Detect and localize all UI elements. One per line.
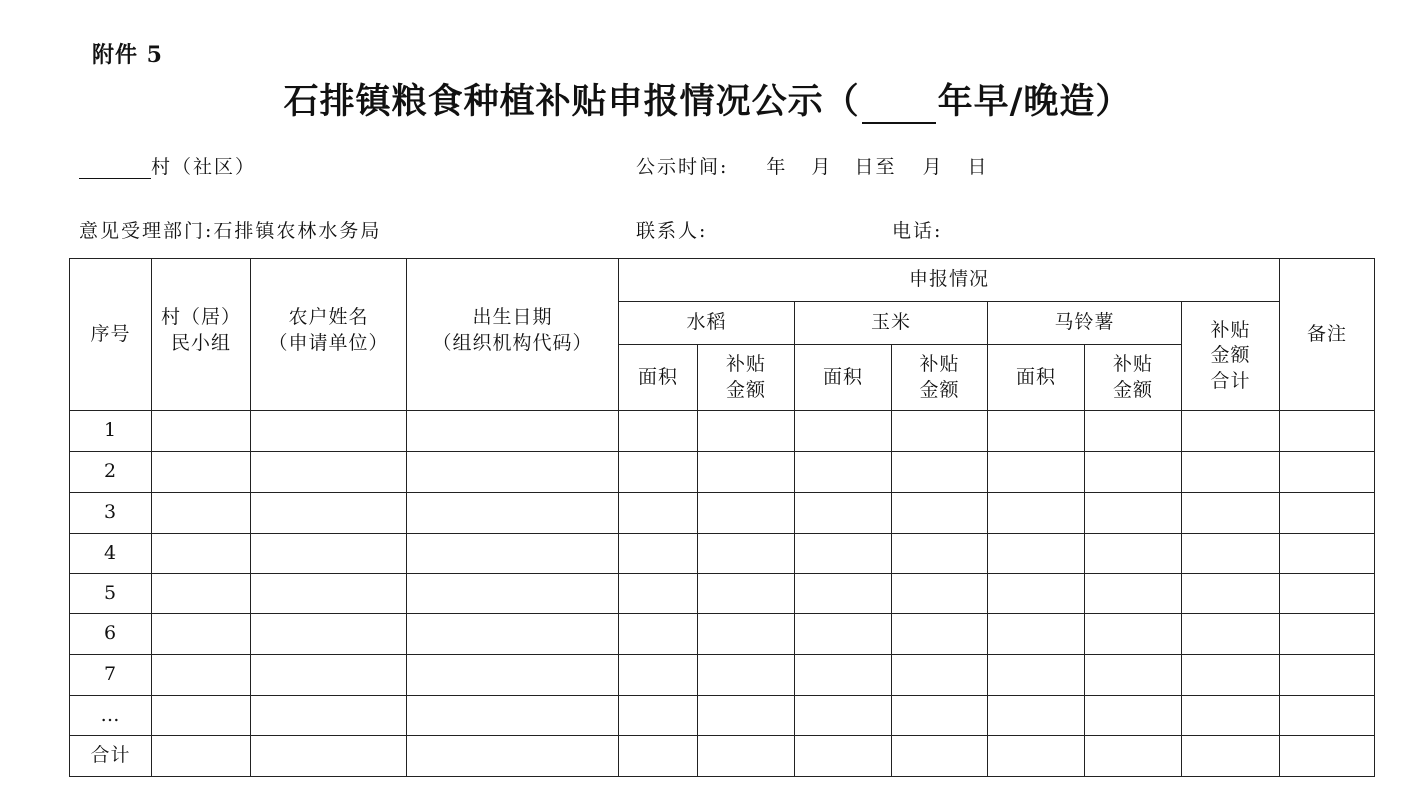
table-row	[70, 655, 1375, 696]
table-cell[interactable]	[251, 534, 407, 574]
subsidy-table	[69, 258, 1375, 777]
table-row	[70, 452, 1375, 493]
table-cell[interactable]	[698, 493, 795, 534]
phone-label: 电话:	[892, 220, 943, 242]
table-cell[interactable]	[698, 574, 795, 614]
table-cell[interactable]	[1280, 655, 1375, 696]
header-corn-subsidy: 补贴 金额	[892, 345, 988, 411]
table-cell[interactable]	[1085, 411, 1182, 452]
attachment-label: 附件 5	[92, 42, 163, 68]
table-cell[interactable]	[152, 696, 251, 736]
table-cell[interactable]	[988, 411, 1085, 452]
header-rice-subsidy: 补贴 金额	[698, 345, 795, 411]
table-cell[interactable]	[1182, 452, 1280, 493]
table-cell[interactable]	[1280, 411, 1375, 452]
table-cell[interactable]	[892, 534, 988, 574]
table-cell[interactable]	[988, 452, 1085, 493]
title-suffix: 年早/晚造）	[937, 81, 1132, 122]
table-row	[70, 411, 1375, 452]
table-cell[interactable]	[407, 411, 619, 452]
table-cell[interactable]	[892, 574, 988, 614]
table-cell[interactable]	[795, 534, 892, 574]
table-cell[interactable]	[988, 655, 1085, 696]
table-cell[interactable]	[251, 574, 407, 614]
table-cell[interactable]	[1280, 736, 1375, 777]
header-farmer-name: 农户姓名 （申请单位）	[251, 259, 407, 411]
table-cell[interactable]	[251, 655, 407, 696]
table-cell[interactable]	[1085, 736, 1182, 777]
table-cell[interactable]	[152, 534, 251, 574]
table-cell[interactable]	[407, 534, 619, 574]
table-cell[interactable]	[892, 411, 988, 452]
table-cell[interactable]	[698, 736, 795, 777]
table-cell[interactable]	[619, 493, 698, 534]
row-seq: 3	[70, 493, 152, 534]
dept-line	[79, 216, 381, 243]
header-potato-area: 面积	[988, 345, 1085, 411]
table-cell[interactable]	[152, 614, 251, 655]
table-cell[interactable]	[1280, 493, 1375, 534]
row-seq: 2	[70, 452, 152, 493]
table-cell[interactable]	[407, 452, 619, 493]
table-cell[interactable]	[698, 411, 795, 452]
table-cell[interactable]	[1182, 614, 1280, 655]
publish-day2: 日	[967, 156, 989, 178]
table-cell[interactable]	[892, 736, 988, 777]
row-seq: 5	[70, 574, 152, 614]
table-cell[interactable]	[1280, 452, 1375, 493]
table-cell[interactable]	[795, 655, 892, 696]
table-cell[interactable]	[988, 534, 1085, 574]
header-potato: 马铃薯	[988, 302, 1182, 345]
row-seq: 4	[70, 534, 152, 574]
table-cell[interactable]	[795, 574, 892, 614]
village-blank	[79, 158, 151, 179]
table-cell[interactable]	[1182, 493, 1280, 534]
contact-line	[636, 216, 707, 243]
table-cell[interactable]	[1085, 493, 1182, 534]
table-cell[interactable]	[251, 696, 407, 736]
row-seq: …	[70, 696, 152, 736]
table-cell[interactable]	[152, 411, 251, 452]
table-cell[interactable]	[407, 696, 619, 736]
header-seq: 序号	[70, 259, 152, 411]
table-cell[interactable]	[1182, 411, 1280, 452]
publish-time	[636, 152, 988, 179]
table-cell[interactable]	[251, 452, 407, 493]
table-row	[70, 574, 1375, 614]
table-cell[interactable]	[407, 614, 619, 655]
table-cell[interactable]	[1085, 534, 1182, 574]
table-cell[interactable]	[698, 452, 795, 493]
publish-month: 月	[811, 156, 833, 178]
table-cell[interactable]	[407, 574, 619, 614]
table-cell[interactable]	[795, 614, 892, 655]
table-cell[interactable]	[152, 452, 251, 493]
header-subsidy-total: 补贴 金额 合计	[1182, 302, 1280, 411]
table-cell[interactable]	[152, 574, 251, 614]
row-seq: 6	[70, 614, 152, 655]
table-cell[interactable]	[698, 696, 795, 736]
table-cell[interactable]	[619, 696, 698, 736]
title-prefix: 石排镇粮食种植补贴申报情况公示（	[283, 81, 860, 122]
table-cell[interactable]	[407, 493, 619, 534]
year-blank	[862, 92, 936, 124]
table-cell[interactable]	[698, 614, 795, 655]
publish-label: 公示时间:	[636, 156, 729, 178]
header-rice: 水稻	[619, 302, 795, 345]
table-cell[interactable]	[251, 736, 407, 777]
table-cell[interactable]	[698, 534, 795, 574]
table-cell[interactable]	[892, 655, 988, 696]
table-cell[interactable]	[407, 655, 619, 696]
table-row	[70, 614, 1375, 655]
table-cell[interactable]	[1182, 736, 1280, 777]
table-cell[interactable]	[795, 736, 892, 777]
table-cell[interactable]	[988, 574, 1085, 614]
header-remark: 备注	[1280, 259, 1375, 411]
table-cell[interactable]	[251, 493, 407, 534]
table-cell[interactable]	[251, 411, 407, 452]
table-cell[interactable]	[1182, 574, 1280, 614]
village-suffix: 村（社区）	[151, 156, 257, 178]
table-cell[interactable]	[152, 493, 251, 534]
table-cell[interactable]	[251, 614, 407, 655]
table-cell[interactable]	[1182, 655, 1280, 696]
contact-label: 联系人:	[636, 220, 708, 242]
dept-label: 意见受理部门:	[79, 220, 214, 242]
table-cell[interactable]	[152, 736, 251, 777]
table-cell[interactable]	[1280, 614, 1375, 655]
table-body	[70, 411, 1375, 777]
table-row	[70, 534, 1375, 574]
table-cell[interactable]	[795, 452, 892, 493]
header-corn-area: 面积	[795, 345, 892, 411]
table-cell[interactable]	[619, 574, 698, 614]
page-title	[0, 74, 1415, 124]
table-cell[interactable]	[892, 614, 988, 655]
table-cell[interactable]	[988, 696, 1085, 736]
table-cell[interactable]	[1280, 534, 1375, 574]
header-report: 申报情况	[619, 259, 1280, 302]
table-cell[interactable]	[1085, 614, 1182, 655]
header-potato-subsidy: 补贴 金额	[1085, 345, 1182, 411]
header-row-1	[70, 259, 1375, 302]
table-cell[interactable]	[407, 736, 619, 777]
table-cell[interactable]	[988, 493, 1085, 534]
table-cell[interactable]	[988, 614, 1085, 655]
table-cell[interactable]	[152, 655, 251, 696]
table-cell[interactable]	[1085, 574, 1182, 614]
table-cell[interactable]	[619, 614, 698, 655]
table-cell[interactable]	[988, 736, 1085, 777]
header-group: 村（居） 民小组	[152, 259, 251, 411]
dept-value: 石排镇农林水务局	[213, 220, 382, 242]
table-cell[interactable]	[795, 696, 892, 736]
phone-line	[892, 216, 942, 243]
table-cell[interactable]	[619, 655, 698, 696]
table-cell[interactable]	[892, 696, 988, 736]
table-cell[interactable]	[619, 736, 698, 777]
row-seq: 7	[70, 655, 152, 696]
table-cell[interactable]	[619, 452, 698, 493]
table-row	[70, 493, 1375, 534]
table-cell[interactable]	[892, 493, 988, 534]
table-cell[interactable]	[795, 411, 892, 452]
publish-month2: 月	[922, 156, 944, 178]
publish-day-to: 日至	[854, 156, 897, 178]
table-cell[interactable]	[1085, 696, 1182, 736]
table-cell[interactable]	[795, 493, 892, 534]
row-seq: 1	[70, 411, 152, 452]
table-cell[interactable]	[1182, 534, 1280, 574]
header-corn: 玉米	[795, 302, 988, 345]
table-cell[interactable]	[619, 534, 698, 574]
table-cell[interactable]	[698, 655, 795, 696]
table-row	[70, 736, 1375, 777]
table-cell[interactable]	[892, 452, 988, 493]
table-cell[interactable]	[1280, 696, 1375, 736]
village-line	[79, 152, 256, 179]
table-row	[70, 696, 1375, 736]
header-birth-date: 出生日期 （组织机构代码）	[407, 259, 619, 411]
row-seq: 合计	[70, 736, 152, 777]
table-cell[interactable]	[1182, 696, 1280, 736]
table-cell[interactable]	[1085, 452, 1182, 493]
publish-year: 年	[766, 156, 788, 178]
table-cell[interactable]	[619, 411, 698, 452]
table-cell[interactable]	[1280, 574, 1375, 614]
header-rice-area: 面积	[619, 345, 698, 411]
table-cell[interactable]	[1085, 655, 1182, 696]
